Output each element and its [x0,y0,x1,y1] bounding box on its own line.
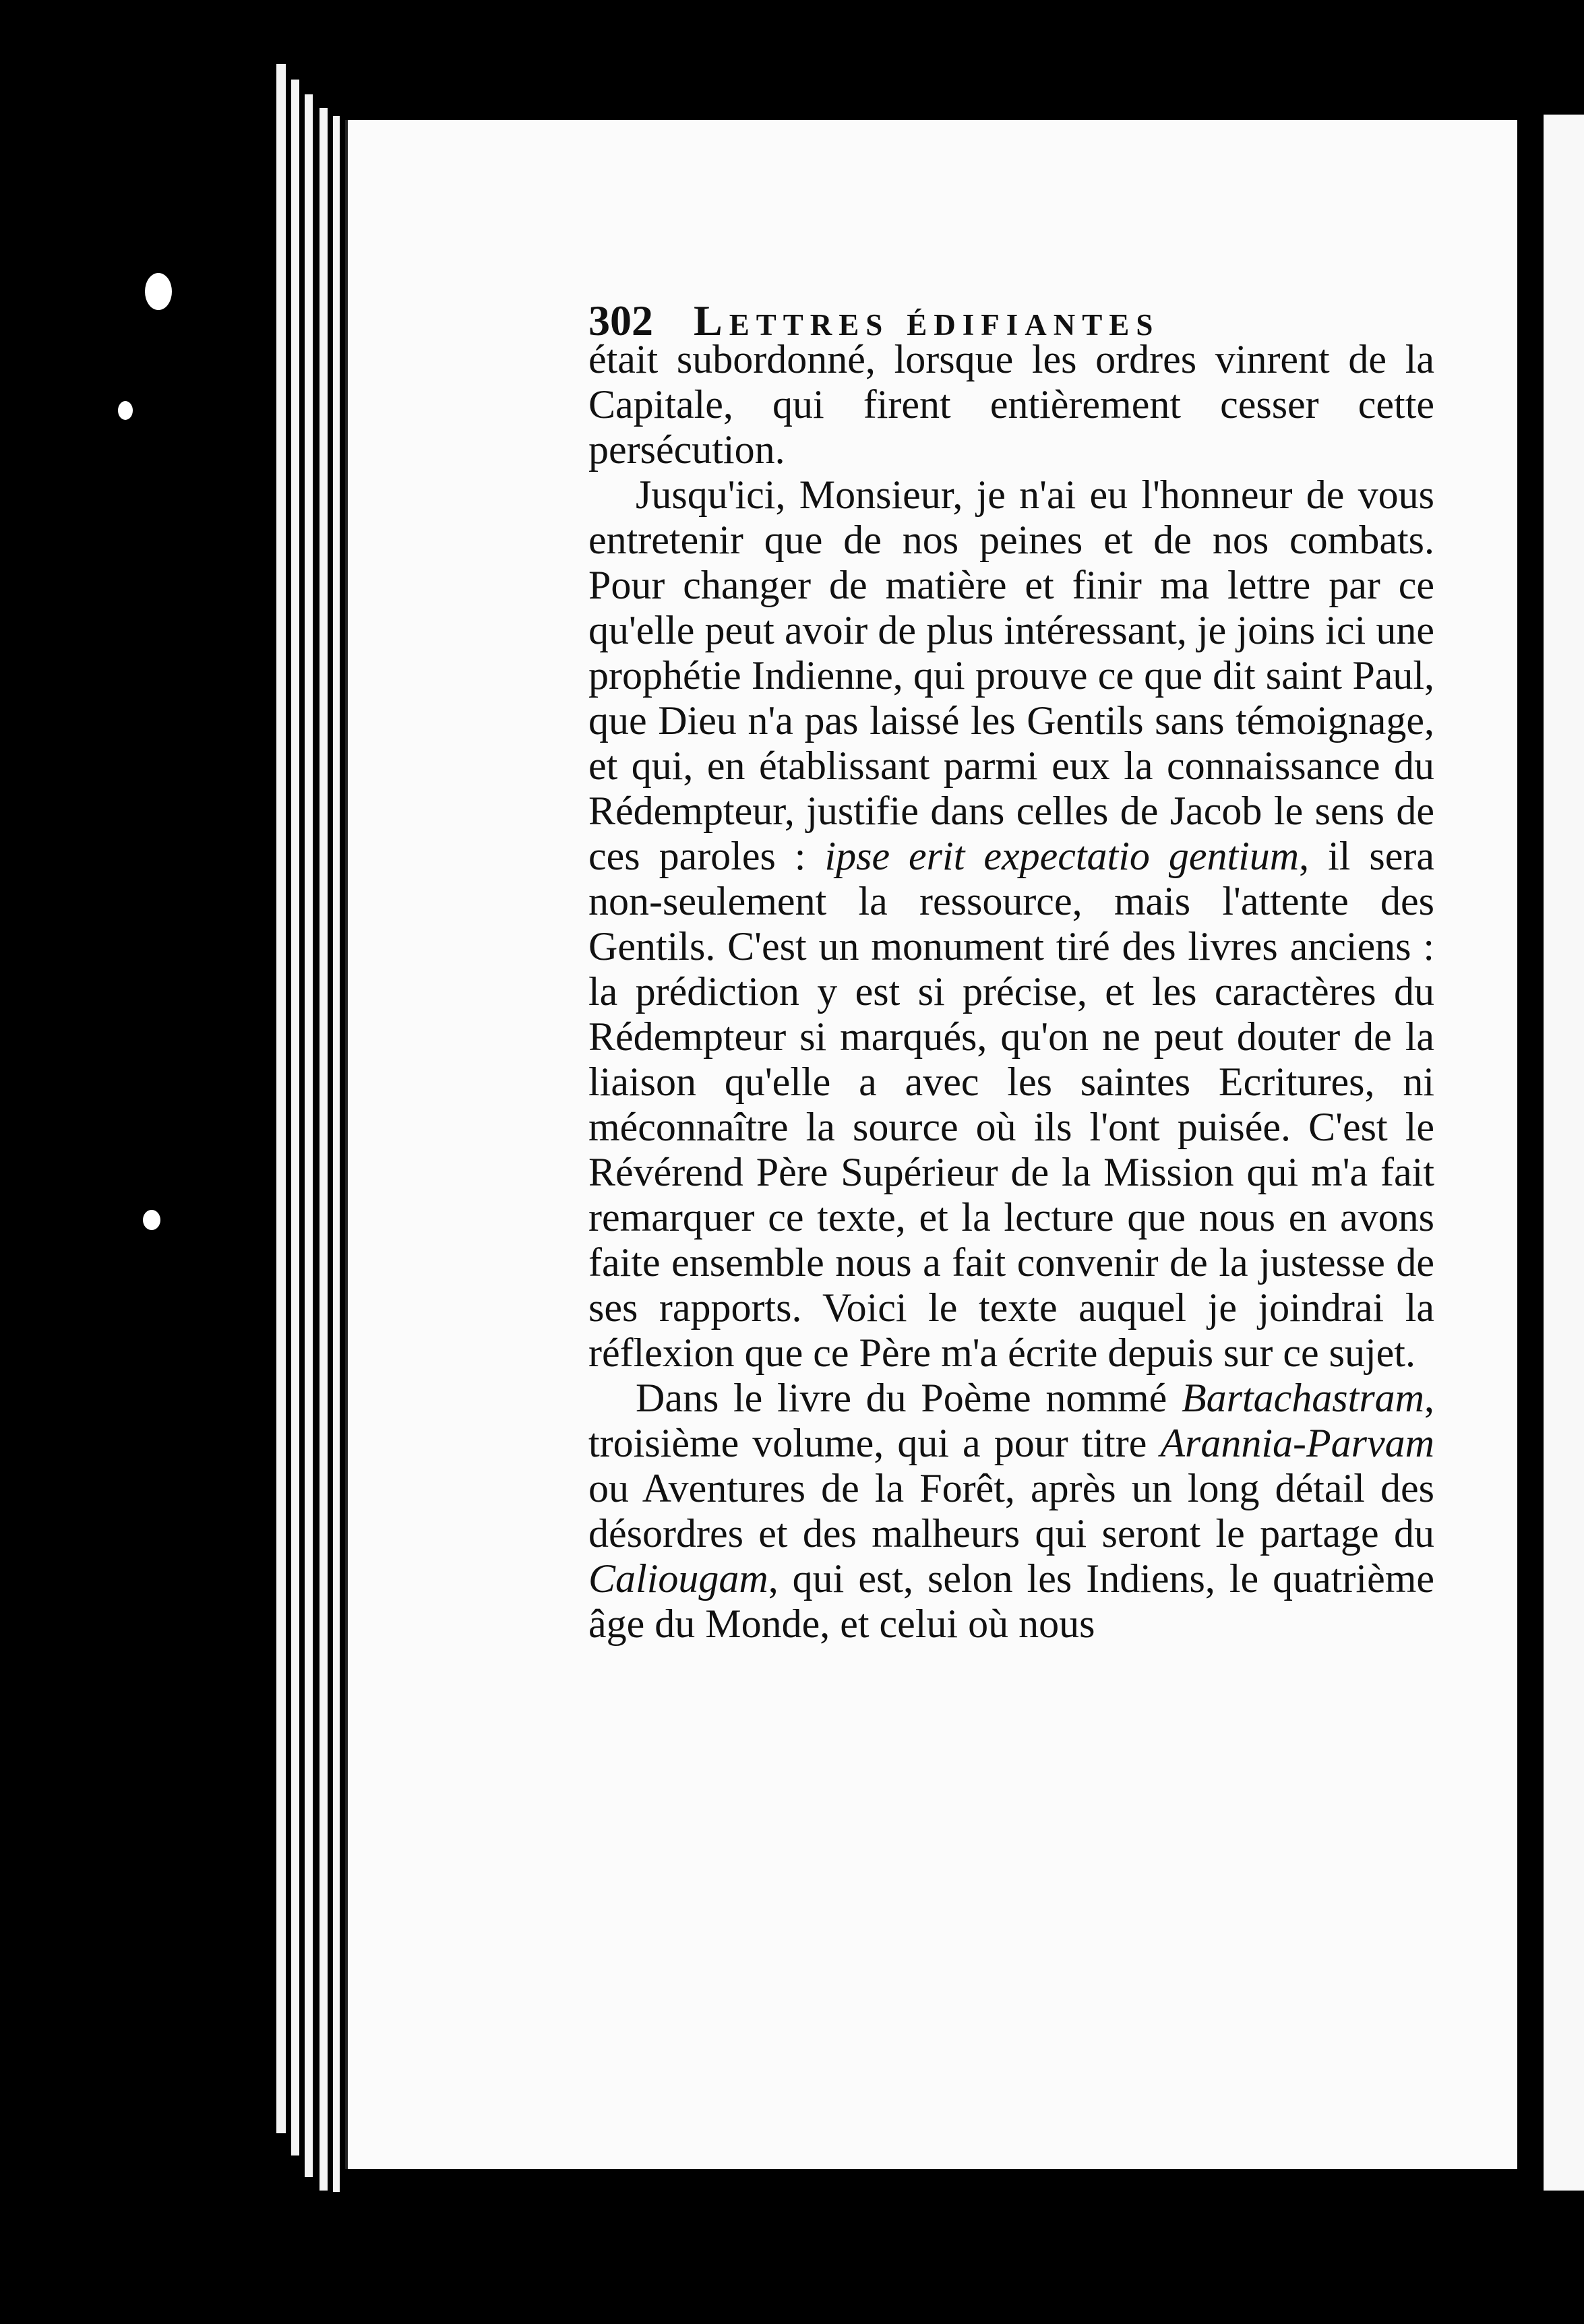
page-edge [333,116,340,2192]
body-text [588,337,1434,1647]
dust-speck [143,1210,160,1230]
text-run: était subordonné, lorsque les ordres vinrent de la Capitale, qui firent entièrement cesser cette persécution. [588,337,1434,472]
dust-speck [118,401,133,420]
paragraph-3 [588,1376,1434,1647]
running-title: Lettres édifiantes [694,297,1160,344]
page-number: 302 [588,297,653,344]
text-run: , troisième volume, qui a pour titre [588,1376,1434,1465]
paragraph-2 [588,472,1434,1376]
text-run: Dans le livre du Poème nommé [636,1376,1182,1420]
dust-speck [145,273,172,310]
text-run: Jusqu'ici, Monsieur, je n'ai eu l'honneur de vous entretenir que de nos peines et de nos combats. Pour changer de matière et finir ma lettre par ce qu'elle peut avoir de plus intéressant, je joins ici une prophétie Indienne, qui prouve ce que dit saint Paul, que Dieu n'a pas laissé les Gentils sans témoignage, et qui, en établissant parmi eux la connaissance du Rédempteur, justifie dans celles de Jacob le sens de ces paroles : [588,472,1434,878]
page-edge [291,80,299,2155]
page-edge [276,64,286,2133]
latin-quote: ipse erit expectatio gentium [824,834,1300,878]
page-edge [319,108,328,2191]
paragraph-1 [588,337,1434,472]
facing-page-edge [1544,115,1584,2191]
page-edge [305,94,313,2177]
text-run: ou Aventures de la Forêt, après un long détail des désordres et des malheurs qui seront le partage du [588,1466,1434,1556]
book-title: Arannia-Parvam [1160,1421,1434,1465]
book-page [345,120,1517,2169]
age-name: Caliougam [588,1556,768,1601]
book-title: Bartachastram [1182,1376,1424,1420]
text-run: , qui est, selon les Indiens, le quatrième âge du Monde, et celui où nous [588,1556,1434,1646]
text-run: , il sera non-seulement la ressource, mais l'attente des Gentils. C'est un monument tiré des livres anciens : la prédiction y est si précise, et les caractères du Rédempteur si marqués, qu'on ne peut douter de la liaison qu'elle a avec les saintes Ecritures, ni méconnaître la source où ils l'ont puisée. C'est le Révérend Père Supérieur de la Mission qui m'a fait remarquer ce texte, et la lecture que nous en avons faite ensemble nous a fait convenir de la justesse de ses rapports. Voici le texte auquel je joindrai la réflexion que ce Père m'a écrite depuis sur ce sujet. [588,834,1434,1375]
